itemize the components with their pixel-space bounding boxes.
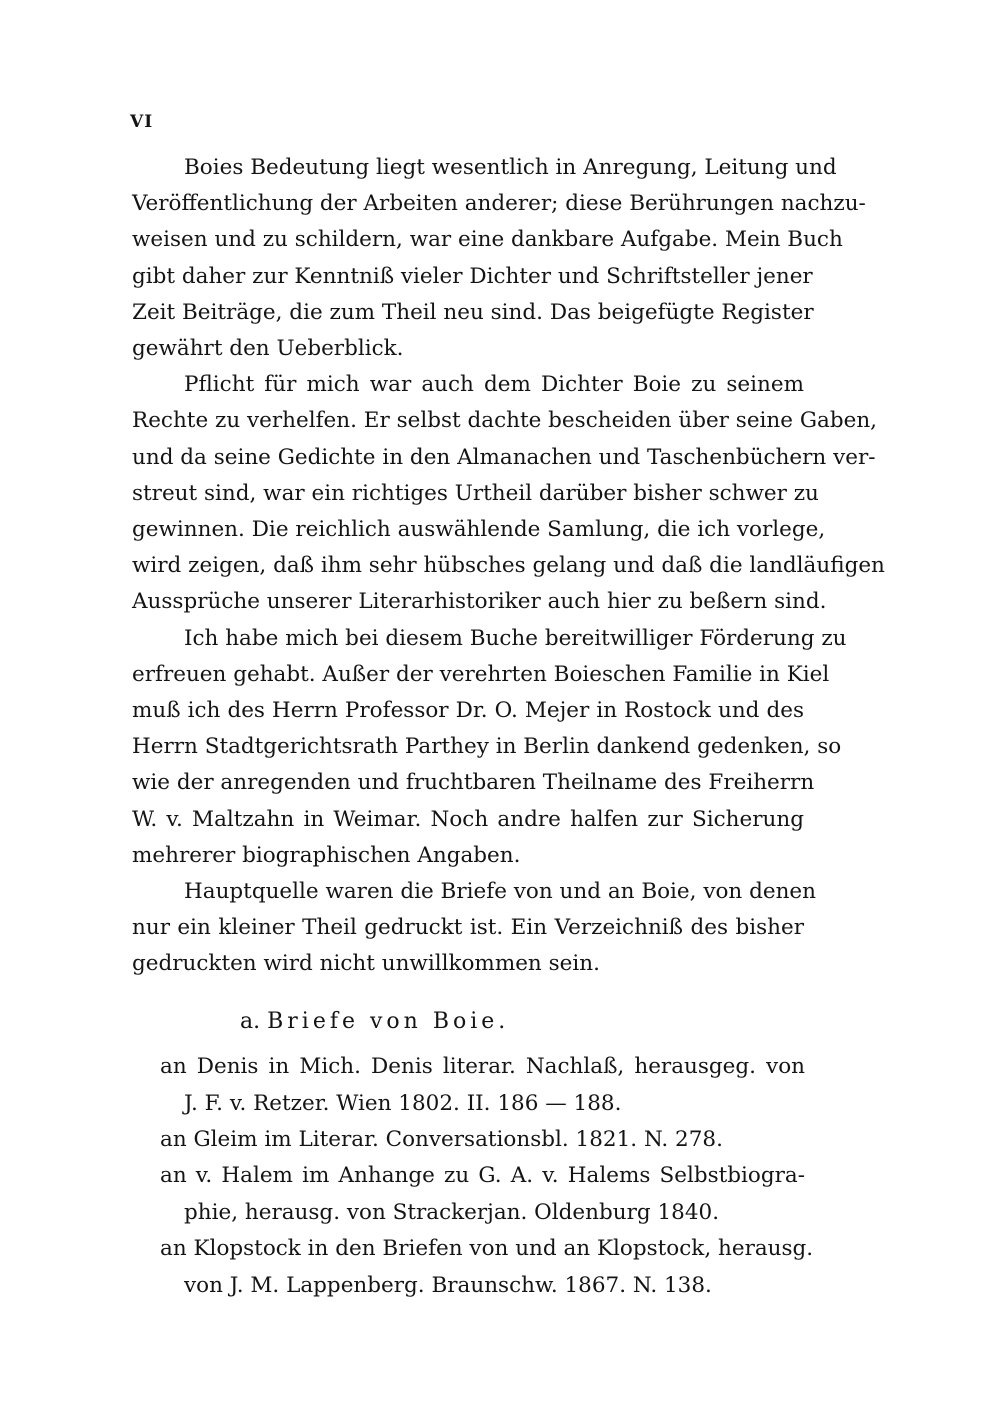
text-line: wie der anregenden und fruchtbaren Theilname des Freiherrn (132, 770, 815, 796)
entry-line: an v. Halem im Anhange zu G. A. v. Halems Selbstbiogra- (160, 1163, 805, 1188)
entry-line: phie, herausg. von Strackerjan. Oldenburg 1840. (184, 1200, 720, 1225)
text-line: Ich habe mich bei diesem Buche bereitwilliger Förderung zu (184, 625, 847, 651)
entry-line: J. F. v. Retzer. Wien 1802. II. 186 — 188. (184, 1091, 622, 1116)
text-line: muß ich des Herrn Professor Dr. O. Mejer in Rostock und des (132, 698, 804, 724)
text-line: Zeit Beiträge, die zum Theil neu sind. Das beigefügte Register (132, 299, 814, 325)
text-line: gedruckten wird nicht unwillkommen sein. (132, 951, 600, 977)
entry-line: an Klopstock in den Briefen von und an Klopstock, herausg. (160, 1236, 814, 1261)
section-heading (240, 1004, 509, 1040)
text-line: Aussprüche unserer Literarhistoriker auch hier zu beßern sind. (132, 589, 827, 615)
text-line: Herrn Stadtgerichtsrath Parthey in Berlin dankend gedenken, so (132, 734, 842, 760)
list-item (160, 1230, 814, 1304)
text-line: W. v. Maltzahn in Weimar. Noch andre halfen zur Sicherung (132, 806, 804, 832)
section-heading-prefix: a. (240, 1009, 261, 1034)
text-line: mehrerer biographischen Angaben. (132, 842, 521, 868)
paragraph-duty (132, 367, 885, 620)
list-item (160, 1048, 805, 1122)
text-line: Rechte zu verhelfen. Er selbst dachte bescheiden über seine Gaben, (132, 408, 877, 434)
paragraph-significance (132, 150, 866, 367)
text-line: gewinnen. Die reichlich auswählende Samlung, die ich vorlege, (132, 517, 826, 543)
page-number: VI (130, 112, 154, 132)
text-line: nur ein kleiner Theil gedruckt ist. Ein Verzeichniß des bisher (132, 915, 804, 941)
text-line: streut sind, war ein richtiges Urtheil darüber bisher schwer zu (132, 480, 819, 506)
body-text (132, 150, 885, 983)
list-item (160, 1121, 805, 1158)
text-line: weisen und zu schildern, war eine dankbare Aufgabe. Mein Buch (132, 227, 843, 253)
text-line: gibt daher zur Kenntniß vieler Dichter und Schriftsteller jener (132, 263, 813, 289)
text-line: und da seine Gedichte in den Almanachen und Taschenbüchern ver- (132, 444, 876, 470)
text-line: wird zeigen, daß ihm sehr hübsches gelang und daß die landläufigen (132, 553, 885, 579)
text-line: Pflicht für mich war auch dem Dichter Boie zu seinem (184, 372, 804, 398)
entry-line: an Denis in Mich. Denis literar. Nachlaß, herausgeg. von (160, 1054, 805, 1079)
paragraph-sources (132, 874, 817, 983)
text-line: Veröffentlichung der Arbeiten anderer; diese Berührungen nachzu- (132, 191, 866, 217)
text-line: Hauptquelle waren die Briefe von und an Boie, von denen (184, 879, 817, 905)
list-item (160, 1157, 805, 1231)
letters-list (160, 1048, 814, 1304)
text-line: gewährt den Ueberblick. (132, 336, 404, 362)
section-heading-title: Briefe von Boie. (267, 1009, 510, 1034)
entry-line: an Gleim im Literar. Conversationsbl. 1821. N. 278. (160, 1127, 723, 1152)
text-line: Boies Bedeutung liegt wesentlich in Anregung, Leitung und (184, 155, 837, 180)
entry-line: von J. M. Lappenberg. Braunschw. 1867. N. 138. (184, 1273, 712, 1298)
paragraph-acknowledgements (132, 621, 847, 874)
text-line: erfreuen gehabt. Außer der verehrten Boieschen Familie in Kiel (132, 661, 830, 687)
